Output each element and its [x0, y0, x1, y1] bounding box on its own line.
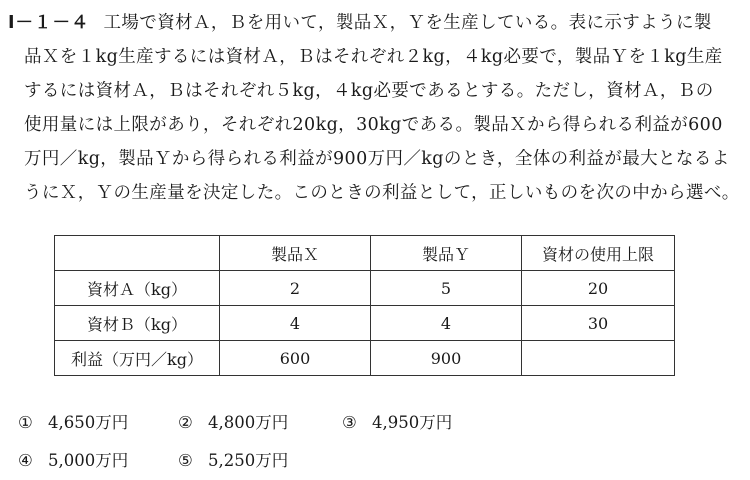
option-5[interactable]: [178, 442, 342, 480]
option-2[interactable]: [178, 404, 342, 442]
table-cell: 600: [220, 341, 371, 376]
option-text: 5,250万円: [208, 451, 289, 470]
option-text: 4,800万円: [208, 413, 289, 432]
table-header-cell: 製品Ｘ: [220, 236, 371, 271]
table-cell: [522, 341, 675, 376]
table-header-cell: 製品Ｙ: [371, 236, 522, 271]
option-text: 4,650万円: [48, 413, 129, 432]
table-row: [55, 306, 675, 341]
question-line: するには資材Ａ，Ｂはそれぞれ５kg，４kg必要であるとする。ただし，資材Ａ，Ｂの: [24, 81, 714, 101]
option-marker: ③: [342, 413, 357, 432]
question-line: 使用量には上限があり，それぞれ20kg，30kgである。製品Ｘから得られる利益が600: [24, 115, 723, 135]
table-row-label: 資材Ｂ（kg）: [55, 306, 220, 341]
question-line: 万円／kg，製品Ｙから得られる利益が900万円／kgのとき，全体の利益が最大となるよ: [24, 149, 730, 169]
options-row: [18, 404, 502, 442]
table-row-label: 利益（万円／kg）: [55, 341, 220, 376]
question-line-text: 工場で資材Ａ，Ｂを用いて，製品Ｘ，Ｙを生産している。表に示すように製: [103, 13, 712, 33]
table-cell: 4: [220, 306, 371, 341]
option-marker: ④: [18, 451, 33, 470]
table-cell: 4: [371, 306, 522, 341]
table-header-row: [55, 236, 675, 271]
question-line: 品Ｘを１kg生産するには資材Ａ，Ｂはそれぞれ２kg，４kg必要で，製品Ｙを１kg生産: [24, 47, 723, 67]
data-table: [54, 235, 675, 376]
option-text: 4,950万円: [372, 413, 453, 432]
table-row-label: 資材Ａ（kg）: [55, 271, 220, 306]
option-marker: ①: [18, 413, 33, 432]
option-marker: ⑤: [178, 451, 193, 470]
option-1[interactable]: [18, 404, 178, 442]
option-4[interactable]: [18, 442, 178, 480]
option-3[interactable]: [342, 404, 502, 442]
table-row: [55, 341, 675, 376]
option-marker: ②: [178, 413, 193, 432]
table-cell: 30: [522, 306, 675, 341]
table-cell: 20: [522, 271, 675, 306]
question-line: うにＸ，Ｙの生産量を決定した。このときの利益として，正しいものを次の中から選べ。: [24, 183, 740, 203]
question-line: [8, 6, 744, 40]
table-row: [55, 271, 675, 306]
table-header-cell: 資材の使用上限: [522, 236, 675, 271]
table-cell: 2: [220, 271, 371, 306]
option-text: 5,000万円: [48, 451, 129, 470]
table-cell: 5: [371, 271, 522, 306]
table-cell: 900: [371, 341, 522, 376]
question-number: Ⅰ－１－４: [8, 13, 90, 33]
options-row: [18, 442, 502, 480]
answer-options: [18, 404, 502, 480]
table-header-cell: [55, 236, 220, 271]
question-text: [8, 6, 744, 210]
